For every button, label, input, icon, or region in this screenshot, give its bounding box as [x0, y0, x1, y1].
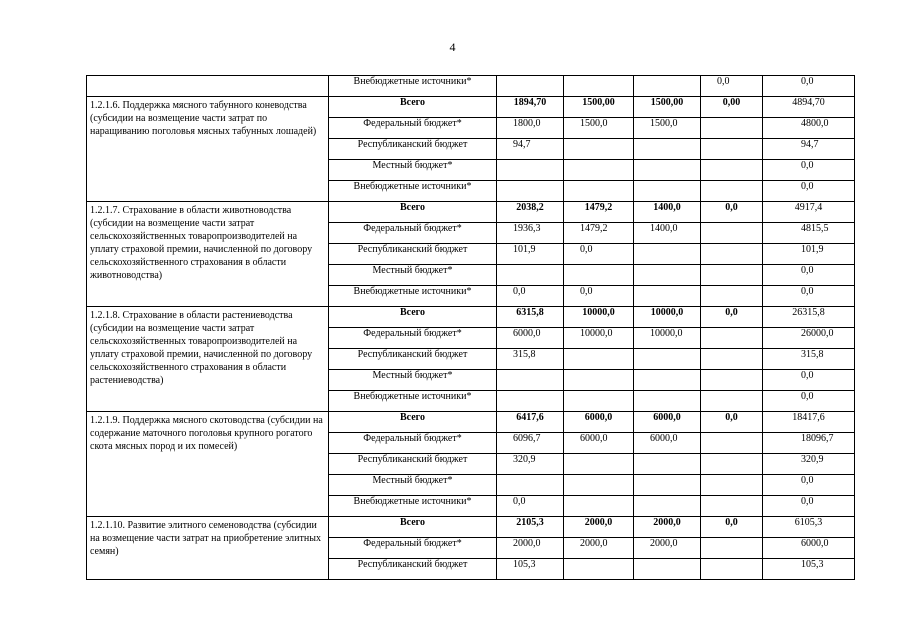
year-3-value-cell: 2000,0	[634, 517, 701, 538]
table-row	[87, 412, 855, 433]
measure-description-cell: 1.2.1.10. Развитие элитного семеноводства (субсидии на возмещение части затрат на приобретение элитных семян)	[87, 517, 329, 580]
year-4-value-cell: 0,0	[701, 517, 763, 538]
year-2-value-cell: 0,0	[564, 286, 634, 307]
year-3-value-cell: 2000,0	[634, 538, 701, 559]
year-4-value-cell	[701, 391, 763, 412]
year-2-value-cell	[564, 160, 634, 181]
year-1-value-cell	[497, 76, 564, 97]
funding-source-cell: Местный бюджет*	[329, 160, 497, 181]
year-3-value-cell	[634, 244, 701, 265]
year-2-value-cell	[564, 391, 634, 412]
year-2-value-cell	[564, 349, 634, 370]
year-1-value-cell	[497, 370, 564, 391]
year-1-value-cell: 1800,0	[497, 118, 564, 139]
year-4-value-cell	[701, 370, 763, 391]
year-3-value-cell: 6000,0	[634, 412, 701, 433]
year-2-value-cell: 1479,2	[564, 223, 634, 244]
year-4-value-cell: 0,0	[701, 76, 763, 97]
year-4-value-cell	[701, 286, 763, 307]
measure-description-cell: 1.2.1.6. Поддержка мясного табунного коневодства (субсидии на возмещение части затрат по наращиванию поголовья мясных табунных лошадей)	[87, 97, 329, 202]
year-3-value-cell	[634, 160, 701, 181]
year-1-value-cell: 6315,8	[497, 307, 564, 328]
total-value-cell: 26315,8	[763, 307, 855, 328]
funding-source-cell: Местный бюджет*	[329, 370, 497, 391]
total-value-cell: 0,0	[763, 286, 855, 307]
funding-source-cell: Внебюджетные источники*	[329, 76, 497, 97]
total-value-cell: 0,0	[763, 76, 855, 97]
year-4-value-cell	[701, 454, 763, 475]
year-3-value-cell	[634, 265, 701, 286]
year-2-value-cell: 6000,0	[564, 412, 634, 433]
total-value-cell: 0,0	[763, 391, 855, 412]
funding-source-cell: Внебюджетные источники*	[329, 286, 497, 307]
year-4-value-cell	[701, 223, 763, 244]
total-value-cell: 6105,3	[763, 517, 855, 538]
year-2-value-cell: 1500,0	[564, 118, 634, 139]
total-value-cell: 101,9	[763, 244, 855, 265]
total-value-cell: 94,7	[763, 139, 855, 160]
year-2-value-cell	[564, 181, 634, 202]
year-4-value-cell: 0,00	[701, 97, 763, 118]
total-value-cell: 18417,6	[763, 412, 855, 433]
total-value-cell: 105,3	[763, 559, 855, 580]
year-4-value-cell	[701, 328, 763, 349]
year-1-value-cell: 1936,3	[497, 223, 564, 244]
funding-source-cell: Всего	[329, 517, 497, 538]
year-1-value-cell: 0,0	[497, 496, 564, 517]
year-4-value-cell	[701, 265, 763, 286]
year-3-value-cell	[634, 181, 701, 202]
page-number: 4	[449, 40, 456, 54]
total-value-cell: 6000,0	[763, 538, 855, 559]
funding-source-cell: Республиканский бюджет	[329, 349, 497, 370]
funding-source-cell: Республиканский бюджет	[329, 244, 497, 265]
year-4-value-cell	[701, 244, 763, 265]
year-3-value-cell	[634, 349, 701, 370]
year-1-value-cell: 2038,2	[497, 202, 564, 223]
year-1-value-cell: 320,9	[497, 454, 564, 475]
year-3-value-cell: 1400,0	[634, 202, 701, 223]
year-2-value-cell: 1500,00	[564, 97, 634, 118]
funding-source-cell: Всего	[329, 97, 497, 118]
year-1-value-cell	[497, 475, 564, 496]
year-1-value-cell: 105,3	[497, 559, 564, 580]
year-3-value-cell: 1500,0	[634, 118, 701, 139]
total-value-cell: 18096,7	[763, 433, 855, 454]
measure-description-cell: 1.2.1.8. Страхование в области растениеводства (субсидии на возмещение части затрат сельскохозяйственных товаропроизводителей на уплату страховой премии, начисленной по договору сельскохозяйственного страхования в области растениеводства)	[87, 307, 329, 412]
year-3-value-cell: 1400,0	[634, 223, 701, 244]
year-4-value-cell	[701, 349, 763, 370]
funding-source-cell: Республиканский бюджет	[329, 139, 497, 160]
year-1-value-cell: 101,9	[497, 244, 564, 265]
year-3-value-cell	[634, 139, 701, 160]
year-2-value-cell: 2000,0	[564, 517, 634, 538]
total-value-cell: 320,9	[763, 454, 855, 475]
year-4-value-cell	[701, 160, 763, 181]
year-2-value-cell	[564, 139, 634, 160]
year-1-value-cell	[497, 391, 564, 412]
year-2-value-cell: 1479,2	[564, 202, 634, 223]
year-3-value-cell	[634, 454, 701, 475]
year-4-value-cell	[701, 475, 763, 496]
total-value-cell: 0,0	[763, 475, 855, 496]
year-4-value-cell	[701, 538, 763, 559]
budget-table-body	[87, 76, 855, 580]
total-value-cell: 0,0	[763, 160, 855, 181]
funding-source-cell: Республиканский бюджет	[329, 559, 497, 580]
funding-source-cell: Местный бюджет*	[329, 265, 497, 286]
total-value-cell: 0,0	[763, 496, 855, 517]
year-2-value-cell	[564, 265, 634, 286]
year-1-value-cell: 6096,7	[497, 433, 564, 454]
measure-description-cell: 1.2.1.9. Поддержка мясного скотоводства (субсидии на содержание маточного поголовья крупного рогатого скота мясных пород и их помесей)	[87, 412, 329, 517]
total-value-cell: 26000,0	[763, 328, 855, 349]
funding-source-cell: Федеральный бюджет*	[329, 223, 497, 244]
year-1-value-cell: 6000,0	[497, 328, 564, 349]
year-4-value-cell	[701, 433, 763, 454]
year-1-value-cell: 1894,70	[497, 97, 564, 118]
year-1-value-cell: 0,0	[497, 286, 564, 307]
table-row	[87, 76, 855, 97]
year-2-value-cell: 2000,0	[564, 538, 634, 559]
total-value-cell: 4917,4	[763, 202, 855, 223]
table-row	[87, 202, 855, 223]
year-1-value-cell	[497, 160, 564, 181]
funding-source-cell: Республиканский бюджет	[329, 454, 497, 475]
budget-table	[86, 75, 855, 580]
year-1-value-cell: 2000,0	[497, 538, 564, 559]
year-2-value-cell	[564, 76, 634, 97]
description-cell	[87, 76, 329, 97]
total-value-cell: 0,0	[763, 181, 855, 202]
total-value-cell: 4815,5	[763, 223, 855, 244]
year-1-value-cell: 6417,6	[497, 412, 564, 433]
year-2-value-cell	[564, 496, 634, 517]
funding-source-cell: Федеральный бюджет*	[329, 118, 497, 139]
funding-source-cell: Всего	[329, 307, 497, 328]
year-1-value-cell: 94,7	[497, 139, 564, 160]
funding-source-cell: Всего	[329, 202, 497, 223]
funding-source-cell: Федеральный бюджет*	[329, 538, 497, 559]
year-3-value-cell	[634, 475, 701, 496]
year-3-value-cell: 10000,0	[634, 328, 701, 349]
year-4-value-cell	[701, 181, 763, 202]
year-3-value-cell: 1500,00	[634, 97, 701, 118]
table-row	[87, 307, 855, 328]
funding-source-cell: Внебюджетные источники*	[329, 181, 497, 202]
year-4-value-cell: 0,0	[701, 202, 763, 223]
year-1-value-cell	[497, 265, 564, 286]
year-4-value-cell	[701, 559, 763, 580]
measure-description-cell: 1.2.1.7. Страхование в области животноводства (субсидии на возмещение части затрат сельскохозяйственных товаропроизводителей на уплату страховой премии, начисленной по договору сельскохозяйственного страхования в области животноводства)	[87, 202, 329, 307]
year-2-value-cell: 6000,0	[564, 433, 634, 454]
year-1-value-cell: 315,8	[497, 349, 564, 370]
year-3-value-cell	[634, 391, 701, 412]
year-2-value-cell	[564, 475, 634, 496]
year-3-value-cell	[634, 559, 701, 580]
year-1-value-cell: 2105,3	[497, 517, 564, 538]
funding-source-cell: Федеральный бюджет*	[329, 328, 497, 349]
funding-source-cell: Федеральный бюджет*	[329, 433, 497, 454]
year-3-value-cell: 10000,0	[634, 307, 701, 328]
year-3-value-cell	[634, 76, 701, 97]
funding-source-cell: Местный бюджет*	[329, 475, 497, 496]
year-2-value-cell: 0,0	[564, 244, 634, 265]
year-4-value-cell: 0,0	[701, 412, 763, 433]
total-value-cell: 4894,70	[763, 97, 855, 118]
year-2-value-cell	[564, 559, 634, 580]
year-3-value-cell	[634, 370, 701, 391]
total-value-cell: 4800,0	[763, 118, 855, 139]
year-4-value-cell	[701, 496, 763, 517]
year-3-value-cell: 6000,0	[634, 433, 701, 454]
year-2-value-cell	[564, 370, 634, 391]
funding-source-cell: Всего	[329, 412, 497, 433]
total-value-cell: 0,0	[763, 370, 855, 391]
year-2-value-cell: 10000,0	[564, 307, 634, 328]
funding-source-cell: Внебюджетные источники*	[329, 496, 497, 517]
table-row	[87, 517, 855, 538]
year-2-value-cell	[564, 454, 634, 475]
year-4-value-cell: 0,0	[701, 307, 763, 328]
total-value-cell: 315,8	[763, 349, 855, 370]
year-4-value-cell	[701, 139, 763, 160]
funding-source-cell: Внебюджетные источники*	[329, 391, 497, 412]
year-4-value-cell	[701, 118, 763, 139]
year-1-value-cell	[497, 181, 564, 202]
total-value-cell: 0,0	[763, 265, 855, 286]
year-2-value-cell: 10000,0	[564, 328, 634, 349]
year-3-value-cell	[634, 286, 701, 307]
table-row	[87, 97, 855, 118]
year-3-value-cell	[634, 496, 701, 517]
